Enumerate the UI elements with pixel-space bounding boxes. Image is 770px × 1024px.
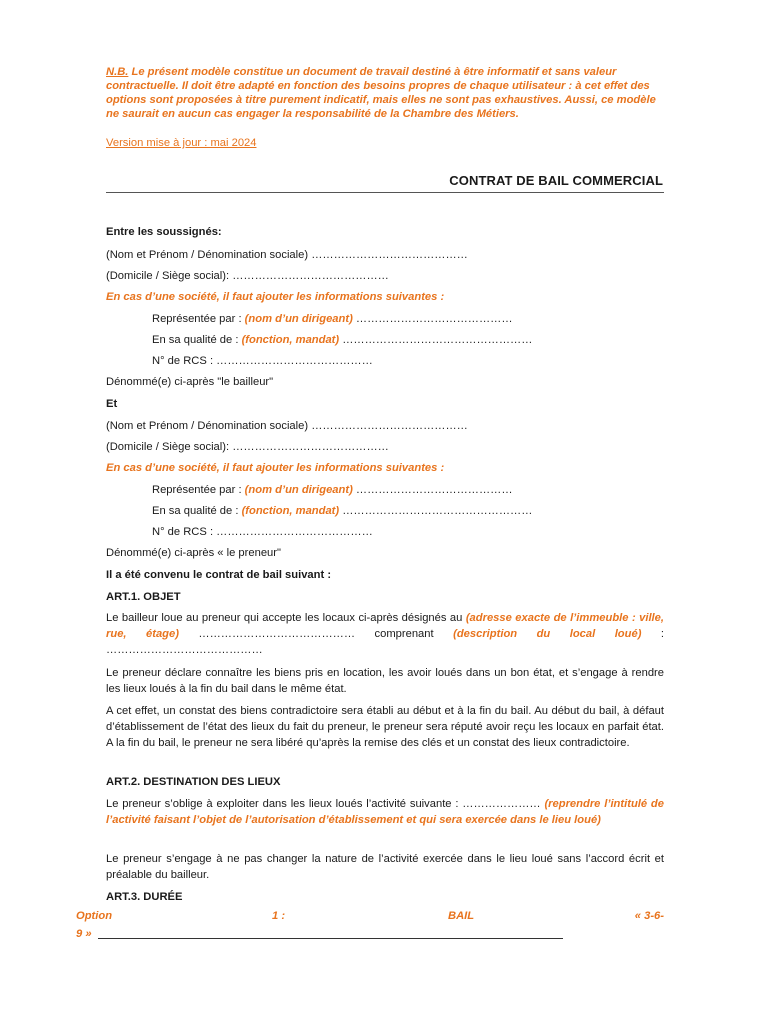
note-prefix: N.B. bbox=[106, 66, 129, 78]
rep-label: Représentée par : bbox=[152, 484, 245, 496]
art1-p1-a: Le bailleur loue au preneur qui accepte les locaux ci-après désignés au bbox=[106, 612, 466, 624]
agreement-heading: Il a été convenu le contrat de bail suivant : bbox=[106, 569, 332, 581]
quality-hint: (fonction, mandat) bbox=[241, 505, 340, 517]
art2-paragraph-1 bbox=[106, 796, 664, 828]
art1-paragraph-1 bbox=[106, 610, 664, 658]
bailleur-name-line: (Nom et Prénom / Dénomination sociale) …………………………………… bbox=[106, 249, 468, 261]
rep-dots: …………………………………… bbox=[352, 484, 513, 496]
quality-label: En sa qualité de : bbox=[152, 334, 242, 346]
art1-p1-description-hint: (description du local loué) bbox=[453, 628, 642, 640]
art2-paragraph-2: Le preneur s’engage à ne pas changer la nature de l’activité exercée dans le lieu loué sans l’accord écrit et préalable du bailleur. bbox=[106, 853, 664, 881]
document-title: CONTRAT DE BAIL COMMERCIAL bbox=[449, 173, 663, 188]
footer-bail: BAIL bbox=[448, 910, 475, 922]
rep-dots: …………………………………… bbox=[352, 313, 513, 325]
footer-pages-cont: 9 » bbox=[76, 928, 92, 940]
footer-underline bbox=[98, 938, 563, 939]
art1-paragraph-3: A cet effet, un constat des biens contradictoire sera établi au début et à la fin du bail. Au début du bail, à défaut d’établissement de l’état des lieux du fait du preneur, le preneur sera réputé avoir reçu les locaux en parfait état. A la fin du bail, le preneur ne sera libéré qu’après la remise des clés et un constat des lieux contradictoire. bbox=[106, 705, 664, 749]
version-date: Version mise à jour : mai 2024 bbox=[106, 137, 257, 149]
parties-intro: Entre les soussignés: bbox=[106, 226, 222, 238]
rep-hint: (nom d’un dirigeant) bbox=[244, 484, 353, 496]
preneur-rep-line bbox=[152, 483, 513, 498]
parties-et: Et bbox=[106, 398, 118, 410]
preneur-address-line: (Domicile / Siège social): …………………………………… bbox=[106, 441, 389, 453]
art2-p1-hint: (reprendre l’intitulé de l’activité faisant l’objet de l’autorisation d’établissement et qui sera exercée dans le lieu loué) bbox=[106, 798, 664, 826]
title-divider bbox=[106, 192, 664, 193]
note-text: Le présent modèle constitue un document de travail destiné à être informatif et sans valeur contractuelle. Il doit être adapté en fonction des besoins propres de chaque utilisateur : à cet effet des options sont proposées à titre purement indicatif, mais elles ne sont pas exhaustives. Aussi, ce modèle ne saurait en aucun cas engager la responsabilité de la Chambre des Métiers. bbox=[106, 66, 656, 120]
footer-option-number: 1 : bbox=[272, 910, 286, 922]
bailleur-rep-line bbox=[152, 312, 513, 327]
preneur-company-note: En cas d’une société, il faut ajouter les informations suivantes : bbox=[106, 462, 445, 474]
art1-paragraph-2: Le preneur déclare connaître les biens pris en location, les avoir loués dans un bon état, et s’engage à rendre les lieux loués à la fin du bail dans le même état. bbox=[106, 667, 664, 695]
quality-dots: …………………………………………… bbox=[339, 505, 533, 517]
quality-label: En sa qualité de : bbox=[152, 505, 242, 517]
bailleur-rcs-line: N° de RCS : …………………………………… bbox=[152, 355, 373, 367]
bailleur-address-line: (Domicile / Siège social): …………………………………… bbox=[106, 270, 389, 282]
disclaimer-note bbox=[106, 65, 666, 121]
preneur-designation: Dénommé(e) ci-après « le preneur" bbox=[106, 547, 281, 559]
rep-hint: (nom d’un dirigeant) bbox=[244, 313, 353, 325]
preneur-quality-line bbox=[152, 504, 532, 519]
art1-p1-address-hint: (adresse exacte de l’immeuble : ville, rue, étage) bbox=[106, 612, 665, 640]
art2-p1-a: Le preneur s’oblige à exploiter dans les lieux loués l’activité suivante : ………………… bbox=[106, 798, 545, 810]
footer-option: Option bbox=[76, 910, 113, 922]
footer-pages: « 3-6- bbox=[634, 910, 664, 922]
art1-p1-e: : …………………………………… bbox=[106, 628, 665, 656]
bailleur-quality-line bbox=[152, 333, 532, 348]
bailleur-company-note: En cas d’une société, il faut ajouter les informations suivantes : bbox=[106, 291, 445, 303]
rep-label: Représentée par : bbox=[152, 313, 245, 325]
preneur-rcs-line: N° de RCS : …………………………………… bbox=[152, 526, 373, 538]
quality-dots: …………………………………………… bbox=[339, 334, 533, 346]
preneur-name-line: (Nom et Prénom / Dénomination sociale) …………………………………… bbox=[106, 420, 468, 432]
quality-hint: (fonction, mandat) bbox=[241, 334, 340, 346]
art1-p1-c: …………………………………… comprenant bbox=[178, 628, 454, 640]
art1-heading: ART.1. OBJET bbox=[106, 591, 181, 603]
bailleur-designation: Dénommé(e) ci-après "le bailleur" bbox=[106, 376, 274, 388]
art2-heading: ART.2. DESTINATION DES LIEUX bbox=[106, 776, 281, 788]
art3-heading: ART.3. DURÉE bbox=[106, 891, 183, 903]
